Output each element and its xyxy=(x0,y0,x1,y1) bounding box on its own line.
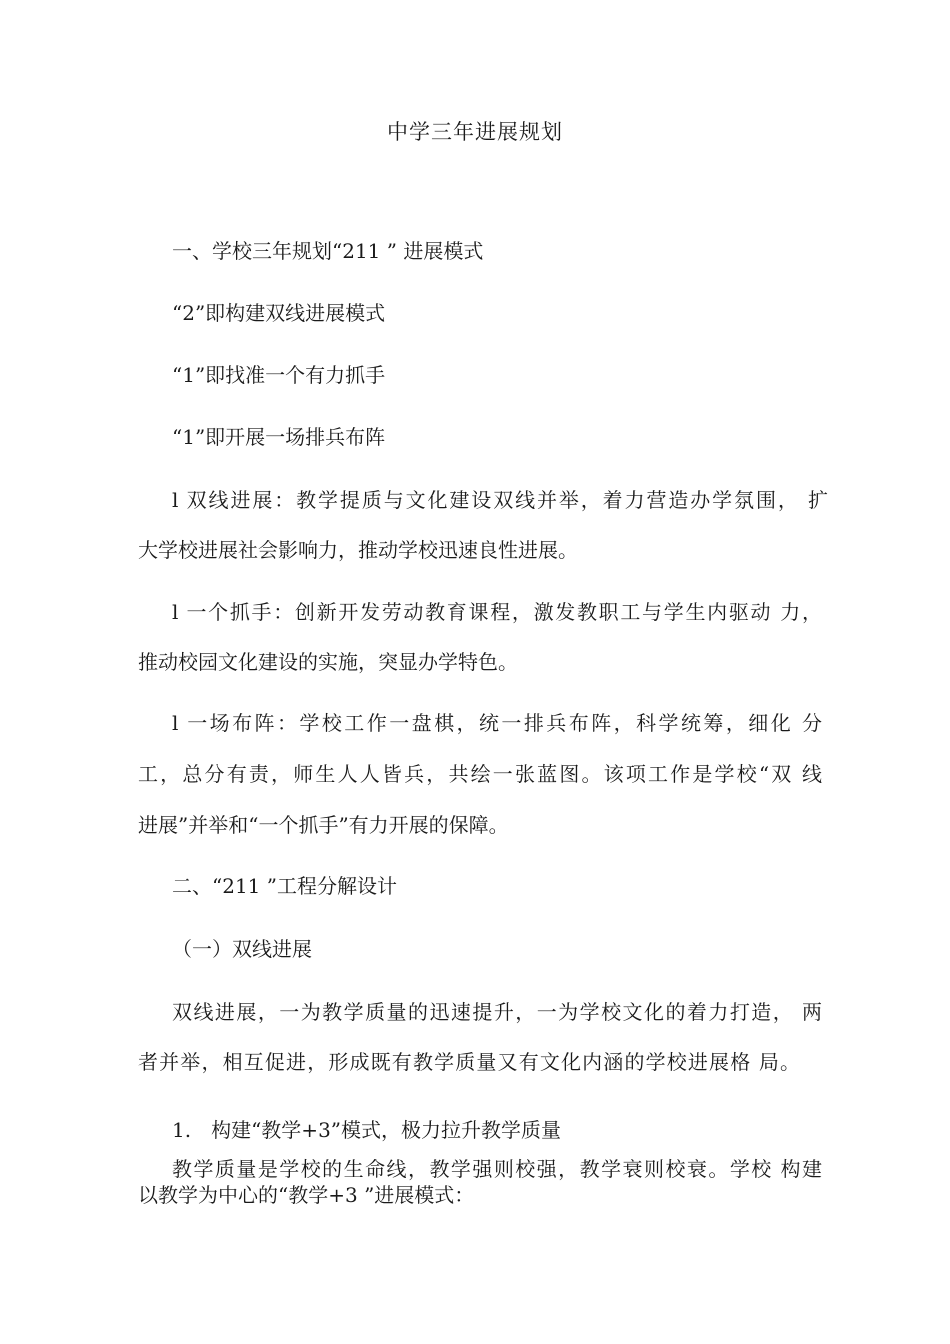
numbered-heading: 1. 构建“教学+3”模式，极力拉升教学质量 xyxy=(172,1118,562,1142)
paragraph-line: 大学校进展社会影响力，推动学校迅速良性进展。 xyxy=(138,538,578,562)
paragraph-line: l 一个抓手：创新开发劳动教育课程，激发教职工与学生内驱动 力， xyxy=(172,600,822,624)
paragraph-line: “1”即找准一个有力抓手 xyxy=(172,363,386,387)
paragraph-line: l 双线进展：教学提质与文化建设双线并举，着力营造办学氛围， 扩 xyxy=(172,488,828,512)
paragraph-line: l 一场布阵：学校工作一盘棋，统一排兵布阵，科学统筹，细化 分 xyxy=(172,711,822,735)
subsection-heading: （一）双线进展 xyxy=(172,937,312,961)
paragraph-line: “2”即构建双线进展模式 xyxy=(172,301,386,325)
section-heading-2: 二、“211 ”工程分解设计 xyxy=(172,874,397,898)
paragraph-line: 进展”并举和“一个抓手”有力开展的保障。 xyxy=(138,813,509,837)
paragraph-line: 推动校园文化建设的实施，突显办学特色。 xyxy=(138,650,518,674)
paragraph-line: 双线进展，一为教学质量的迅速提升，一为学校文化的着力打造， 两 xyxy=(172,1000,822,1024)
paragraph-line: “1”即开展一场排兵布阵 xyxy=(172,425,386,449)
paragraph-line: 以教学为中心的“教学+3 ”进展模式： xyxy=(138,1183,475,1207)
document-title: 中学三年进展规划 xyxy=(387,120,563,144)
section-heading-1: 一、学校三年规划“211 ” 进展模式 xyxy=(172,239,484,263)
paragraph-line: 教学质量是学校的生命线，教学强则校强，教学衰则校衰。学校 构建 xyxy=(172,1157,822,1181)
paragraph-line: 者并举，相互促进，形成既有教学质量又有文化内涵的学校进展格 局。 xyxy=(138,1050,800,1074)
paragraph-line: 工，总分有责，师生人人皆兵，共绘一张蓝图。该项工作是学校“双 线 xyxy=(138,762,822,786)
